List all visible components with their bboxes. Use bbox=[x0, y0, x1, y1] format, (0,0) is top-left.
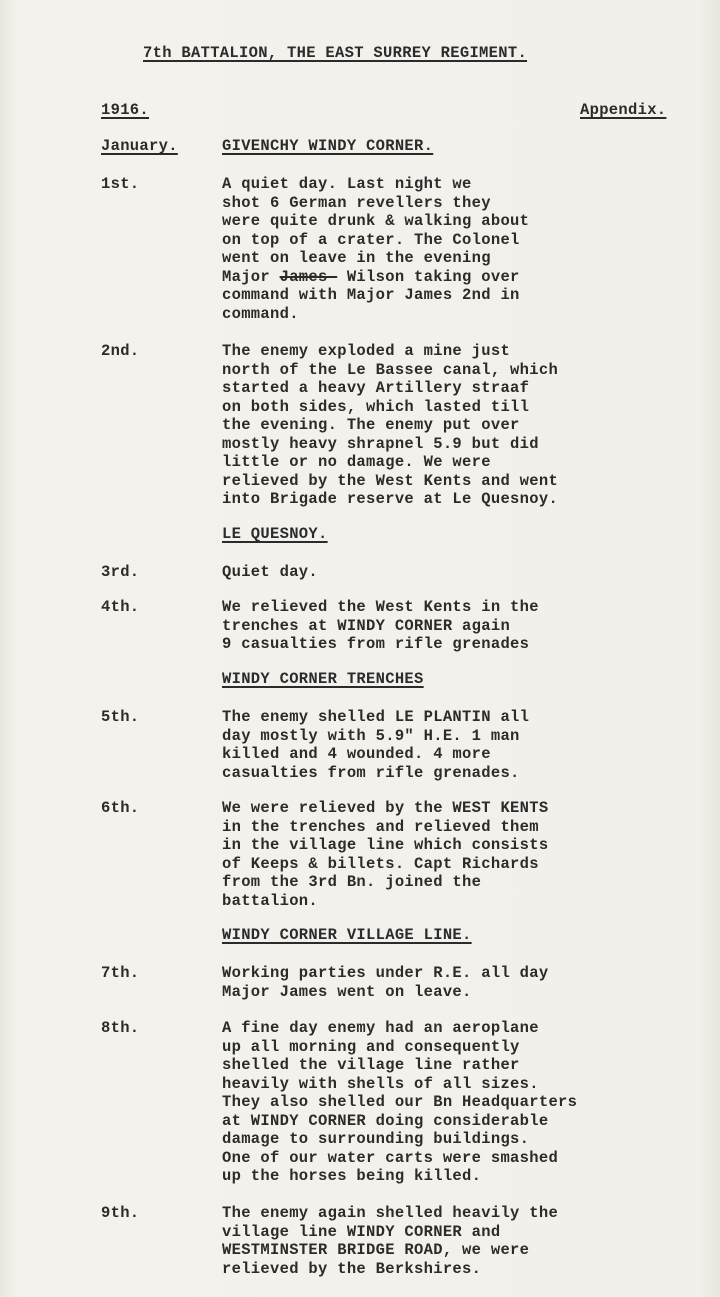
entry-date: 4th. bbox=[101, 598, 140, 616]
section-heading-windy-corner-trenches: WINDY CORNER TRENCHES bbox=[222, 670, 424, 688]
entry-line-with-correction bbox=[222, 268, 520, 287]
entry-line: A quiet day. Last night we bbox=[222, 175, 472, 193]
appendix-label: Appendix. bbox=[580, 101, 667, 119]
document-title: 7th BATTALION, THE EAST SURREY REGIMENT. bbox=[143, 44, 528, 62]
entry-text: We were relieved by the WEST KENTS in the trenches and relieved them in the village line which consists of Keeps & billets. Capt Richards from the 3rd Bn. joined the battalion. bbox=[222, 799, 549, 910]
section-heading-le-quesnoy: LE QUESNOY. bbox=[222, 525, 328, 543]
entry-text: The enemy exploded a mine just north of the Le Bassee canal, which started a heavy Artillery straaf on both sides, which lasted till the evening. The enemy put over mostly heavy shrapnel 5.9 but did little or no damage. We were relieved by the West Kents and went into Brigade reserve at Le Quesnoy. bbox=[222, 342, 559, 508]
entry-text: We relieved the West Kents in the trenches at WINDY CORNER again 9 casualties from rifle grenades bbox=[222, 598, 539, 653]
entry-date: 1st. bbox=[101, 175, 140, 193]
entry-date: 6th. bbox=[101, 799, 140, 817]
entry-line: shot 6 German revellers they bbox=[222, 193, 491, 212]
entry-text: The enemy shelled LE PLANTIN all day mostly with 5.9" H.E. 1 man killed and 4 wounded. 4 more casualties from rifle grenades. bbox=[222, 708, 530, 782]
month-label: January. bbox=[101, 137, 178, 155]
entry-line: command. bbox=[222, 304, 299, 323]
entry-line: command with Major James 2nd in bbox=[222, 286, 520, 304]
entry-line: on top of a crater. The Colonel bbox=[222, 230, 520, 249]
entry-line: were quite drunk & walking about bbox=[222, 212, 530, 230]
entry-text: Working parties under R.E. all day Major James went on leave. bbox=[222, 964, 549, 1001]
entry-date: 8th. bbox=[101, 1019, 140, 1037]
entry-date: 7th. bbox=[101, 964, 140, 982]
entry-date: 9th. bbox=[101, 1204, 140, 1222]
struck-text: James- bbox=[279, 267, 338, 286]
entry-text: A fine day enemy had an aeroplane up all morning and consequently shelled the village line rather heavily with shells of all sizes. They also shelled our Bn Headquarters at WINDY CORNER doing considerable damage to surrounding buildings. One of our water carts were smashed up the horses being killed. bbox=[222, 1019, 578, 1185]
text-fragment: Wilson taking over bbox=[337, 267, 520, 286]
entry-text: The enemy again shelled heavily the village line WINDY CORNER and WESTMINSTER BRIDGE ROAD, we were relieved by the Berkshires. bbox=[222, 1204, 559, 1278]
entry-text: Quiet day. bbox=[222, 563, 319, 581]
entry-date: 3rd. bbox=[101, 563, 140, 581]
year-label: 1916. bbox=[101, 101, 150, 119]
section-heading-givenchy: GIVENCHY WINDY CORNER. bbox=[222, 137, 434, 155]
text-fragment: Major bbox=[222, 267, 280, 286]
entry-line: went on leave in the evening bbox=[222, 249, 491, 267]
section-heading-windy-corner-village-line: WINDY CORNER VILLAGE LINE. bbox=[222, 926, 472, 944]
entry-date: 5th. bbox=[101, 708, 140, 726]
entry-date: 2nd. bbox=[101, 342, 140, 360]
